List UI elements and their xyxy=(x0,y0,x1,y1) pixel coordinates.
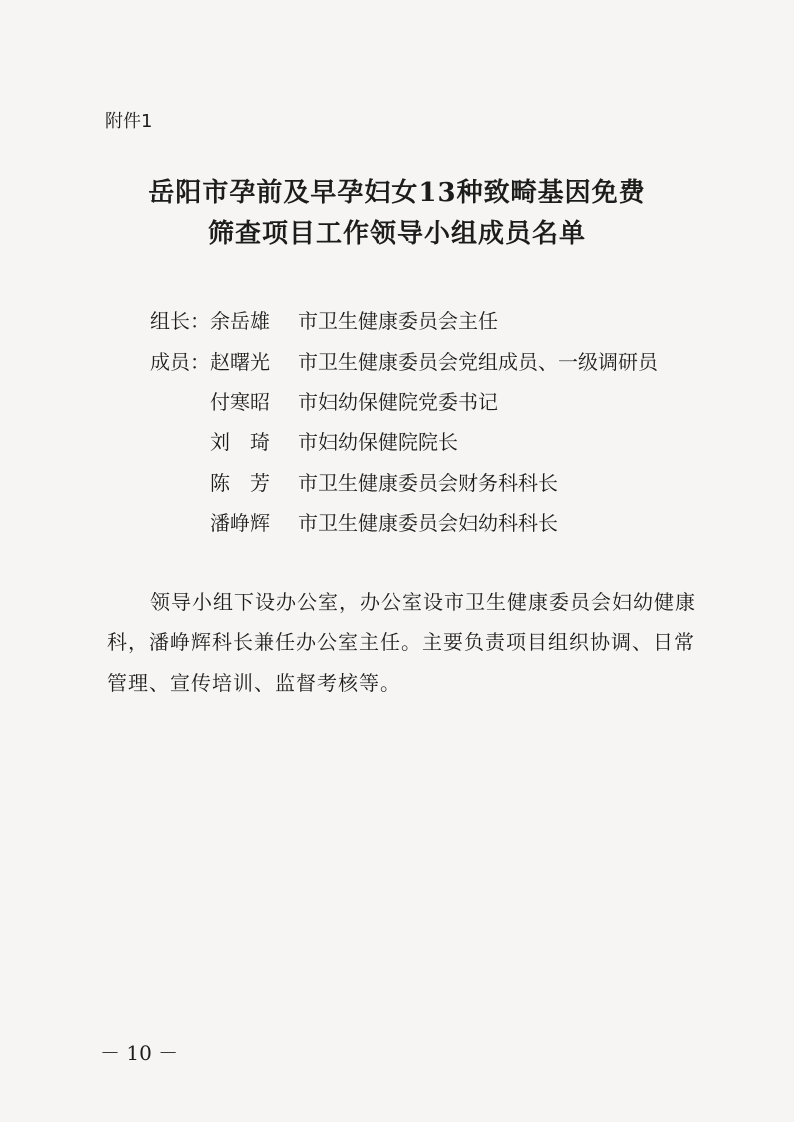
member-role: 组长： xyxy=(150,309,210,333)
page-number: － 10 － xyxy=(100,1041,179,1065)
document-title-line-1: 岳阳市孕前及早孕妇女13种致畸基因免费 xyxy=(148,178,646,208)
member-duty: 市卫生健康委员会财务科科长 xyxy=(298,471,558,495)
member-duty: 市妇幼保健院院长 xyxy=(298,430,458,454)
member-duty: 市妇幼保健院党委书记 xyxy=(298,390,498,414)
member-name: 赵曙光 xyxy=(210,350,270,374)
office-paragraph-line-1: 领导小组下设办公室，办公室设市卫生健康委员会妇幼健康 xyxy=(150,590,696,614)
attachment-label: 附件1 xyxy=(105,111,153,132)
member-name: 刘 琦 xyxy=(210,430,270,454)
member-role: 成员： xyxy=(150,350,210,374)
member-name: 陈 芳 xyxy=(210,471,270,495)
office-paragraph-line-2: 科，潘峥辉科长兼任办公室主任。主要负责项目组织协调、日常 xyxy=(107,630,695,654)
member-duty: 市卫生健康委员会妇幼科科长 xyxy=(298,511,558,535)
member-name: 余岳雄 xyxy=(210,309,270,333)
member-name: 潘峥辉 xyxy=(210,511,270,535)
member-duty: 市卫生健康委员会党组成员、一级调研员 xyxy=(298,350,658,374)
document-title-line-2: 筛查项目工作领导小组成员名单 xyxy=(207,219,586,249)
member-name: 付寒昭 xyxy=(210,390,270,414)
office-paragraph-line-3: 管理、宣传培训、监督考核等。 xyxy=(107,671,401,695)
member-duty: 市卫生健康委员会主任 xyxy=(298,309,498,333)
